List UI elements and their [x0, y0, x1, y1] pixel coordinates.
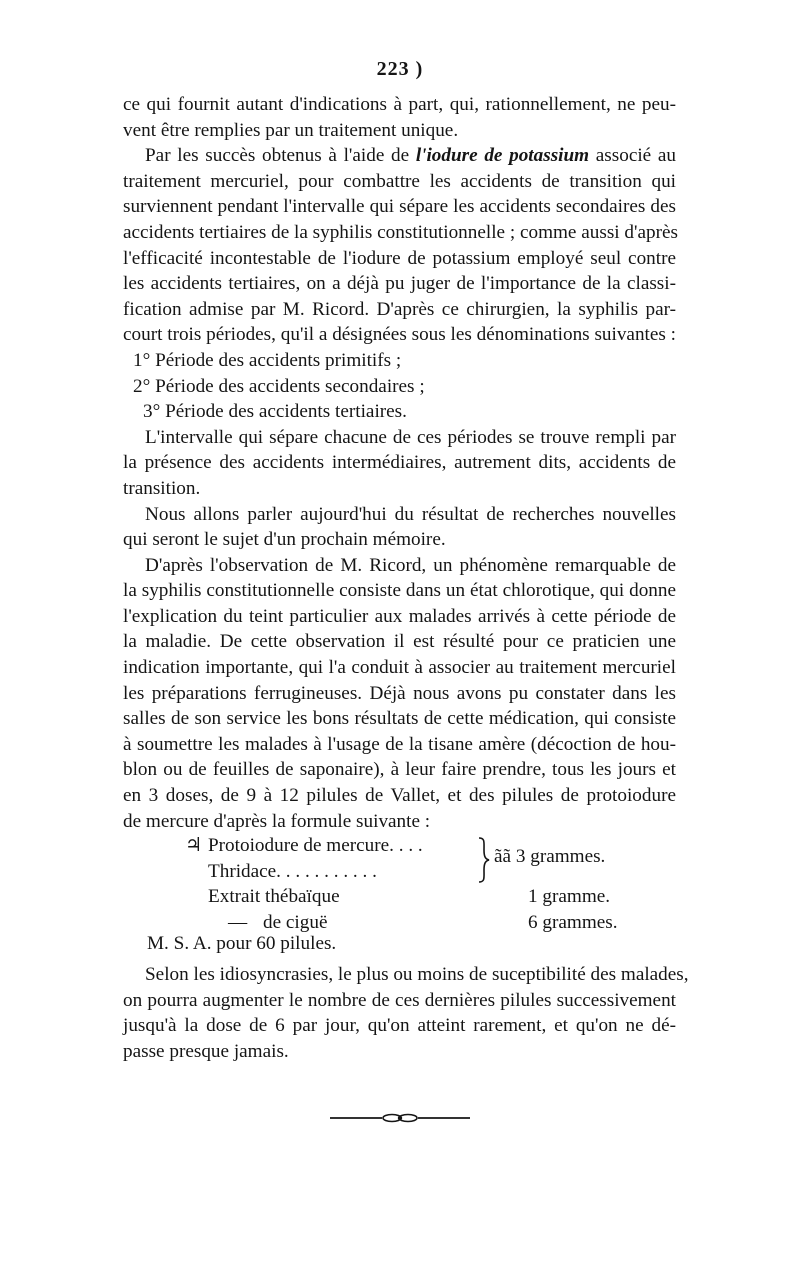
text-line: la maladie. De cette observation il est résulté pour ce praticien une — [123, 631, 676, 653]
formula-ingredient: Extrait thébaïque — [208, 886, 340, 908]
text-line: court trois périodes, qu'il a désignées sous les dénominations suivantes : — [123, 324, 676, 346]
text-line: la syphilis constitutionnelle consiste dans un état chlorotique, qui donne — [123, 580, 676, 602]
formula-dash: — — [228, 911, 248, 933]
formula-quantity: 6 grammes. — [528, 911, 618, 933]
text-line: passe presque jamais. — [123, 1040, 289, 1062]
closing-paragraph — [123, 962, 689, 1064]
formula-row — [123, 884, 676, 910]
text-line: traitement mercuriel, pour combattre les accidents de transition qui — [123, 170, 676, 192]
ornament-divider — [330, 1112, 470, 1124]
text-line: salles de son service les bons résultats de cette médication, qui consiste — [123, 708, 676, 730]
text-line: jusqu'à la dose de 6 par jour, qu'on atteint rarement, et qu'on ne dé- — [123, 1015, 676, 1037]
text-line: accidents tertiaires de la syphilis constitutionnelle ; comme aussi d'après — [123, 221, 678, 243]
text-line: transition. — [123, 477, 201, 499]
combined-quantity: ãã 3 grammes. — [494, 846, 606, 867]
recipe-symbol: ♃ — [185, 835, 203, 856]
period-item: 2° Période des accidents secondaires ; — [133, 375, 425, 397]
page-number: 223 ) — [376, 58, 424, 80]
text-line: Par les succès obtenus à l'aide de l'iodure de potassium associé au — [145, 145, 676, 167]
text-line: L'intervalle qui sépare chacune de ces périodes se trouve rempli par — [145, 426, 676, 448]
text-line: qui seront le sujet d'un prochain mémoire. — [123, 529, 446, 551]
text-line: de mercure d'après la formule suivante : — [123, 810, 431, 832]
text-line: la présence des accidents intermédiaires, autrement dits, accidents de — [123, 452, 676, 474]
text-line: vent être remplies par un traitement unique. — [123, 119, 459, 141]
text-line: blon ou de feuilles de saponaire), à leur faire prendre, tous les jours et — [123, 759, 676, 781]
formula-closing: M. S. A. pour 60 pilules. — [147, 933, 337, 954]
text-line: en 3 doses, de 9 à 12 pilules de Vallet, et des pilules de protoiodure — [123, 785, 676, 807]
text-line: Selon les idiosyncrasies, le plus ou moins de suceptibilité des malades, — [145, 964, 689, 985]
text-line: indication importante, qui l'a conduit à associer au traitement mercuriel — [123, 657, 676, 679]
formula-quantity: 1 gramme. — [528, 886, 611, 908]
text-line: D'après l'observation de M. Ricord, un phénomène remarquable de — [145, 554, 676, 576]
text-line: on pourra augmenter le nombre de ces dernières pilules successivement — [123, 989, 676, 1011]
text-line: les préparations ferrugineuses. Déjà nous avons pu constater dans les — [123, 682, 676, 704]
formula-ingredient: Thridace. . . . . . . . . . . — [208, 860, 377, 882]
right-brace — [476, 836, 492, 884]
text-line: l'explication du teint particulier aux malades arrivés à cette période de — [123, 605, 676, 627]
formula-ingredient: de ciguë — [263, 911, 328, 933]
formula-row — [123, 910, 676, 936]
formula-ingredient: Protoiodure de mercure. . . . — [208, 835, 423, 856]
text-line: les accidents tertiaires, on a déjà pu juger de l'importance de la classi- — [123, 273, 676, 295]
text-line: l'efficacité incontestable de l'iodure de potassium employé seul contre — [123, 247, 676, 269]
emphasis-iodure: l'iodure de potassium — [415, 145, 590, 167]
text-line: Nous allons parler aujourd'hui du résultat de recherches nouvelles — [145, 503, 676, 525]
text-line: à soumettre les malades à l'usage de la tisane amère (décoction de hou- — [123, 733, 676, 755]
text-line: surviennent pendant l'intervalle qui sépare les accidents secondaires des — [123, 196, 676, 218]
period-item: 1° Période des accidents primitifs ; — [133, 349, 402, 371]
period-item: 3° Période des accidents tertiaires. — [143, 401, 407, 423]
text-line: ce qui fournit autant d'indications à part, qui, rationnellement, ne peu- — [123, 94, 676, 115]
text-line: fication admise par M. Ricord. D'après ce chirurgien, la syphilis par- — [123, 298, 676, 320]
main-text — [123, 92, 676, 834]
